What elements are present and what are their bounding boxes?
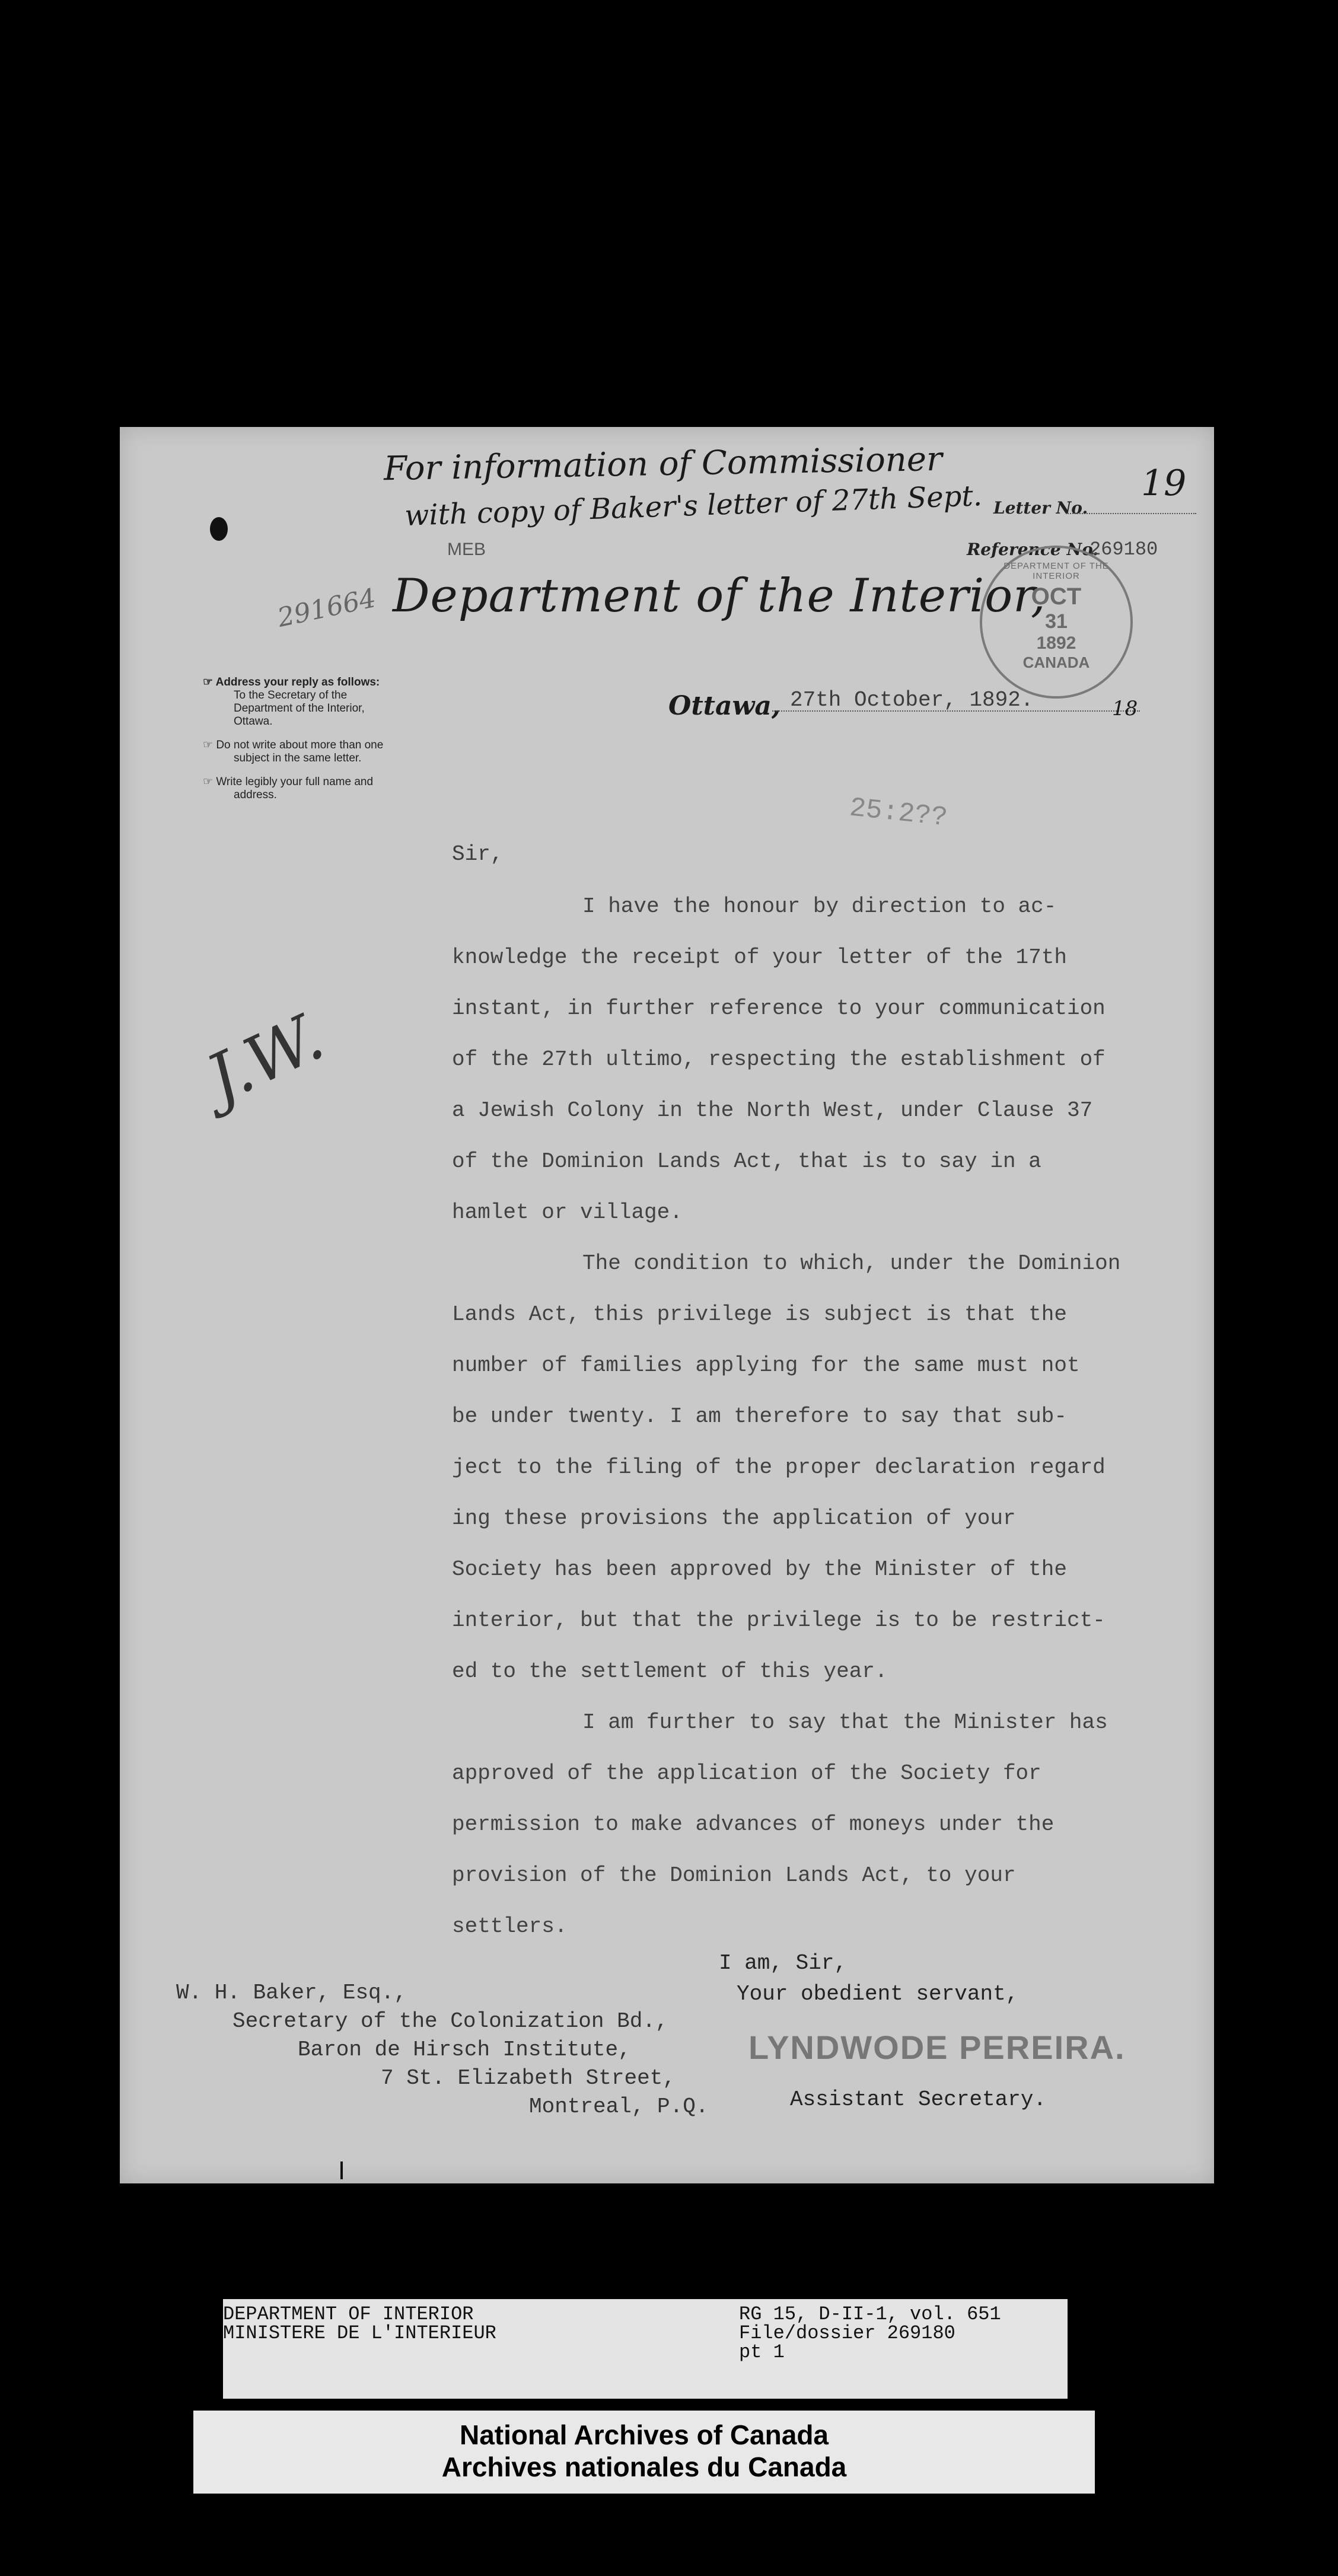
punch-hole: [210, 517, 228, 541]
addressee-city: Montreal, P.Q.: [529, 2094, 709, 2119]
body-line: The condition to which, under the Dominion: [582, 1251, 1121, 1276]
addressee-name: W. H. Baker, Esq.,: [176, 1981, 407, 2005]
letter-date: 27th October, 1892.: [790, 688, 1034, 712]
closing-line2: Your obedient servant,: [737, 1982, 1019, 2006]
pointing-hand-icon: ☞: [203, 739, 216, 751]
label-dept-fr: MINISTERE DE L'INTERIEUR: [223, 2322, 496, 2344]
handwritten-note-line1: For information of Commissioner: [383, 439, 943, 489]
pointing-hand-icon: ☞: [203, 776, 216, 788]
label-ref-volume: RG 15, D-II-1, vol. 651: [739, 2303, 1001, 2325]
label-dept-en: DEPARTMENT OF INTERIOR: [223, 2303, 474, 2325]
stamp-day: 31: [1045, 610, 1068, 633]
instruction-one-subject: ☞ Do not write about more than one: [203, 739, 384, 751]
instruction-address: ☞ Address your reply as follows:: [203, 676, 380, 688]
body-line: ed to the settlement of this year.: [452, 1659, 888, 1684]
archive-banner: [193, 2411, 1095, 2494]
stamp-year: 1892: [1036, 633, 1076, 653]
year-suffix: 18: [1112, 697, 1138, 720]
stamp-department: DEPARTMENT OF THE INTERIOR: [1004, 561, 1109, 581]
closing-line1: I am, Sir,: [719, 1951, 848, 1975]
body-line: hamlet or village.: [452, 1200, 683, 1225]
pointing-hand-icon: ☞: [203, 676, 216, 688]
stamp-month: OCT: [1031, 584, 1082, 610]
registry-number: 25:2??: [848, 792, 949, 834]
letter-no-label: Letter No.: [993, 498, 1088, 518]
department-heading: Department of the Interior,: [393, 569, 1046, 623]
file-number: 291664: [275, 583, 379, 633]
body-line: of the Dominion Lands Act, that is to say in a: [452, 1149, 1041, 1174]
body-line: Lands Act, this privilege is subject is that the: [452, 1302, 1067, 1327]
body-line: I am further to say that the Minister has: [582, 1710, 1108, 1735]
initials: MEB: [447, 540, 486, 559]
instruction-address-line2: To the Secretary of the: [234, 689, 348, 702]
archive-name-fr: Archives nationales du Canada: [441, 2451, 847, 2482]
reference-label: Reference No.: [967, 540, 1099, 559]
archive-reference-label: [223, 2299, 1068, 2399]
addressee-title: Secretary of the Colonization Bd.,: [232, 2009, 668, 2033]
signer-title: Assistant Secretary.: [790, 2087, 1047, 2112]
body-line: settlers.: [452, 1914, 568, 1939]
instruction-legibly-line2: address.: [234, 789, 277, 801]
body-line: number of families applying for the same must not: [452, 1353, 1080, 1378]
stamp-country: CANADA: [1022, 653, 1090, 671]
handwritten-note-line2: with copy of Baker's letter of 27th Sept.: [404, 479, 983, 533]
body-line: provision of the Dominion Lands Act, to your: [452, 1863, 1016, 1888]
signature-stamp: LYNDWODE PEREIRA.: [748, 2029, 1126, 2066]
body-line: ject to the filing of the proper declaration regard: [452, 1455, 1106, 1480]
label-ref-part: pt 1: [739, 2341, 785, 2363]
body-line: Society has been approved by the Minister of the: [452, 1557, 1067, 1582]
marginal-mark: J.W.: [195, 998, 335, 1118]
label-ref-file: File/dossier 269180: [739, 2322, 955, 2344]
reference-value: 269180: [1089, 538, 1158, 560]
body-line: ing these provisions the application of your: [452, 1506, 1016, 1531]
body-line: knowledge the receipt of your letter of the 17th: [452, 945, 1067, 970]
body-line: a Jewish Colony in the North West, under Clause 37: [452, 1098, 1093, 1123]
body-line: approved of the application of the Society for: [452, 1761, 1041, 1786]
instruction-one-subject-line2: subject in the same letter.: [234, 752, 362, 764]
body-line: I have the honour by direction to ac-: [582, 894, 1057, 919]
instruction-legibly: ☞ Write legibly your full name and: [203, 776, 374, 788]
archive-name-en: National Archives of Canada: [459, 2419, 829, 2450]
letter-page: [120, 427, 1214, 2183]
place-label: Ottawa,: [668, 691, 781, 721]
reply-instructions: [203, 676, 404, 802]
letter-no-line: [1066, 513, 1196, 514]
body-line: permission to make advances of moneys under the: [452, 1812, 1055, 1837]
addressee-street: 7 St. Elizabeth Street,: [381, 2066, 676, 2090]
folio-number: 19: [1141, 463, 1187, 504]
body-line: of the 27th ultimo, respecting the establishment of: [452, 1047, 1106, 1072]
salutation: Sir,: [452, 842, 504, 866]
instruction-address-line3: Department of the Interior, Ottawa.: [234, 702, 365, 728]
body-line: instant, in further reference to your communication: [452, 996, 1106, 1021]
pen-mark: [340, 2161, 343, 2179]
body-line: interior, but that the privilege is to be restrict-: [452, 1608, 1106, 1633]
received-stamp: [980, 546, 1133, 699]
addressee-institution: Baron de Hirsch Institute,: [298, 2038, 631, 2062]
body-line: be under twenty. I am therefore to say that sub-: [452, 1404, 1067, 1429]
